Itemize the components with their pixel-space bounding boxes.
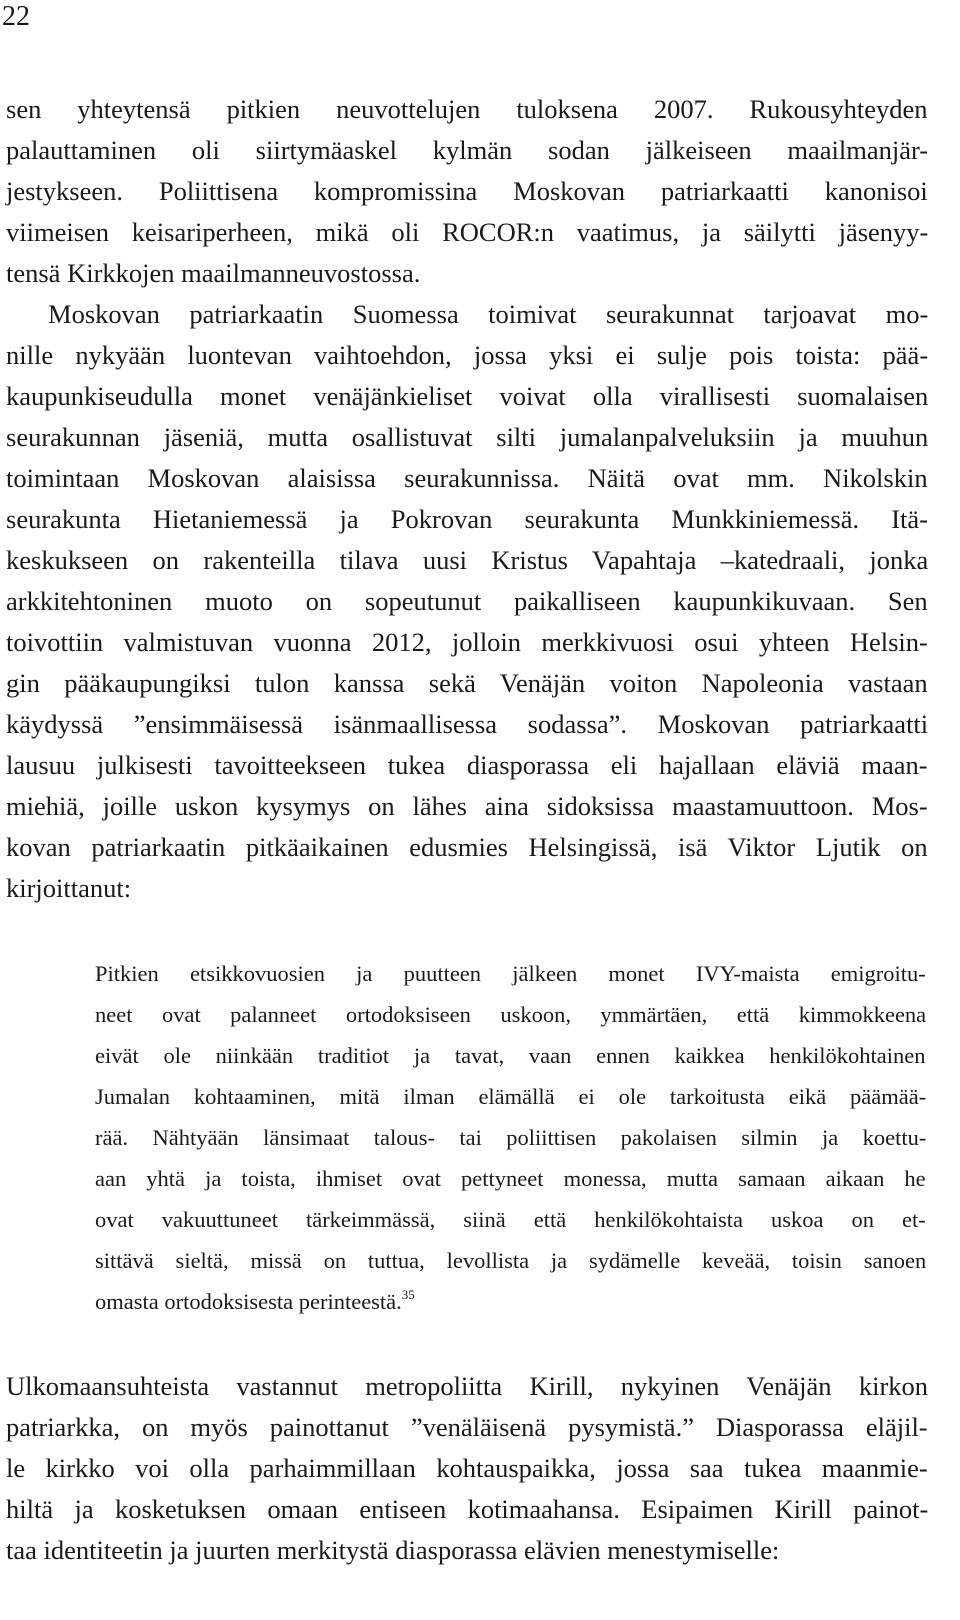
quote-line: Jumalan kohtaaminen, mitä ilman elämällä ei ole tarkoitusta eikä päämää- <box>95 1084 927 1109</box>
quote-line: neet ovat palanneet ortodoksiseen uskoon, ymmärtäen, että kimmokkeena <box>95 1002 927 1027</box>
text-line: toivottiin valmistuvan vuonna 2012, jolloin merkkivuosi osui yhteen Helsin- <box>6 627 928 657</box>
text-line: seurakunnan jäseniä, mutta osallistuvat silti jumalanpalveluksiin ja muuhun <box>6 422 929 452</box>
text-line: jestykseen. Poliittisena kompromissina Moskovan patriarkaatti kanonisoi <box>6 176 928 206</box>
text-line: gin pääkaupungiksi tulon kanssa sekä Venäjän voiton Napoleonia vastaan <box>6 668 928 698</box>
footnote-reference[interactable]: 35 <box>401 1287 415 1302</box>
text-line: nille nykyään luontevan vaihtoehdon, jossa yksi ei sulje pois toista: pää- <box>6 340 929 370</box>
text-line: palauttaminen oli siirtymäaskel kylmän sodan jälkeiseen maailmanjär- <box>6 135 929 165</box>
quote-line-text: omasta ortodoksisesta perinteestä. <box>95 1289 402 1314</box>
text-line: le kirkko voi olla parhaimmillaan kohtauspaikka, jossa saa tukea maanmie- <box>6 1453 928 1483</box>
text-line: miehiä, joille uskon kysymys on lähes aina sidoksissa maastamuuttoon. Mos- <box>6 791 928 821</box>
text-line: hiltä ja kosketuksen omaan entiseen kotimaahansa. Esipaimen Kirill painot- <box>6 1494 929 1524</box>
text-line: seurakunta Hietaniemessä ja Pokrovan seurakunta Munkkiniemessä. Itä- <box>6 504 929 534</box>
quote-last-line <box>95 1288 415 1319</box>
text-line: Ulkomaansuhteista vastannut metropoliitta Kirill, nykyinen Venäjän kirkon <box>6 1371 929 1401</box>
quote-line: aan yhtä ja toista, ihmiset ovat pettyneet monessa, mutta samaan aikaan he <box>95 1166 926 1191</box>
text-line: käydyssä ”ensimmäisessä isänmaallisessa sodassa”. Moskovan patriarkaatti <box>6 709 929 739</box>
text-line: kovan patriarkaatin pitkäaikainen edusmies Helsingissä, isä Viktor Ljutik on <box>6 832 928 862</box>
text-line: taa identiteetin ja juurten merkitystä diasporassa elävien menestymiselle: <box>6 1535 780 1565</box>
text-line: patriarkka, on myös painottanut ”venäläisenä pysymistä.” Diasporassa eläjil- <box>6 1412 928 1442</box>
quote-line: sittävä sieltä, missä on tuttua, levollista ja sydämelle keveää, toisin sanoen <box>95 1248 927 1273</box>
text-line: arkkitehtoninen muoto on sopeutunut paikalliseen kaupunkikuvaan. Sen <box>6 586 928 616</box>
text-line: kaupunkiseudulla monet venäjänkieliset voivat olla virallisesti suomalaisen <box>6 381 929 411</box>
quote-line: ovat vakuuttuneet tärkeimmässä, siinä että henkilökohtaista uskoa on et- <box>95 1207 926 1232</box>
text-line: Moskovan patriarkaatin Suomessa toimivat seurakunnat tarjoavat mo- <box>48 299 929 329</box>
text-line: lausuu julkisesti tavoitteekseen tukea diasporassa eli hajallaan eläviä maan- <box>6 750 928 780</box>
quote-line: rää. Nähtyään länsimaat talous- tai poliittisen pakolaisen silmin ja koettu- <box>95 1125 927 1150</box>
text-line: tensä Kirkkojen maailmanneuvostossa. <box>6 258 421 288</box>
text-line: toimintaan Moskovan alaisissa seurakunnissa. Näitä ovat mm. Nikolskin <box>6 463 928 493</box>
text-line: kirjoittanut: <box>6 873 132 903</box>
text-line: keskukseen on rakenteilla tilava uusi Kristus Vapahtaja –katedraali, jonka <box>6 545 929 575</box>
quote-line: eivät ole niinkään traditiot ja tavat, vaan ennen kaikkea henkilökohtainen <box>95 1043 926 1068</box>
text-line: sen yhteytensä pitkien neuvottelujen tuloksena 2007. Rukousyhteyden <box>6 94 928 124</box>
page-number: 22 <box>2 1 30 32</box>
text-line: viimeisen keisariperheen, mikä oli ROCOR:n vaatimus, ja säilytti jäsenyy- <box>6 217 929 247</box>
quote-line: Pitkien etsikkovuosien ja puutteen jälkeen monet IVY-maista emigroitu- <box>95 961 926 986</box>
